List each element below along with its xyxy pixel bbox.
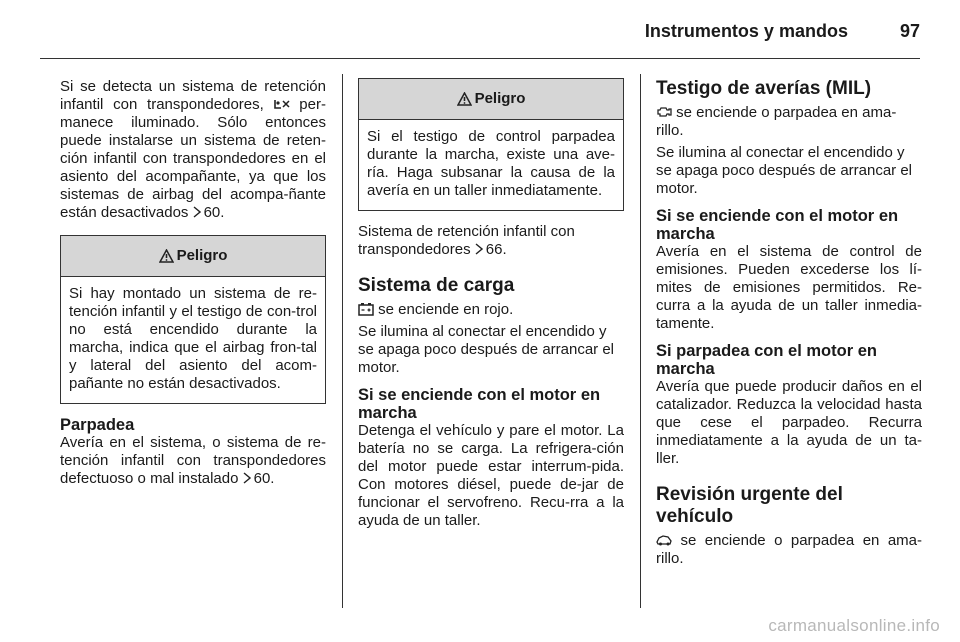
charging-system-line [358, 301, 624, 319]
danger-box-2 [358, 78, 624, 211]
restraint-ref-page: 66. [485, 241, 507, 258]
column-3 [656, 78, 922, 568]
column-divider-2 [640, 74, 641, 608]
battery-icon [358, 302, 374, 316]
danger-box-1-header [61, 236, 325, 277]
charging-running-heading: Si se enciende con el motor en marcha [358, 386, 601, 422]
restraint-ref-paragraph [358, 223, 624, 259]
urgent-check-heading: Revisión urgente del vehículo [656, 484, 843, 527]
airbag-paragraph-start: Si se detecta un sistema de retención infantil con transpondedores, [60, 78, 326, 113]
restraint-ref-text: Sistema de retención infantil con transpondedores [358, 223, 575, 258]
mil-line [656, 104, 922, 140]
blink-heading: Parpadea [60, 416, 135, 434]
danger-box-2-body [359, 120, 623, 210]
warning-triangle-icon [159, 249, 174, 263]
urgent-check-line [656, 532, 922, 568]
danger-box-1-body [61, 277, 325, 403]
engine-check-icon [656, 105, 672, 119]
airbag-off-icon [274, 97, 290, 111]
airbag-paragraph [60, 78, 326, 222]
service-car-icon [656, 533, 672, 547]
warning-triangle-icon [457, 92, 472, 106]
urgent-check-line-text: se enciende o parpadea en ama-rillo. [656, 532, 922, 567]
danger-box-2-title: Peligro [474, 90, 526, 107]
column-divider-1 [342, 74, 343, 608]
column-1 [60, 78, 326, 488]
mil-running-heading: Si se enciende con el motor en marcha [656, 207, 899, 243]
airbag-paragraph-end: per-manece iluminado. Sólo entonces puede instalarse un sistema de reten-ción infantil con transpondedores en el asiento del acompañante, ya que los sistemas de airbag del acompa-ñante están desactivados [60, 96, 326, 221]
danger-box-1-title: Peligro [176, 247, 228, 264]
mil-text: Se ilumina al conectar el encendido y se apaga poco después de arrancar el motor. [656, 144, 913, 197]
danger-box-1 [60, 235, 326, 404]
blink-ref: 60. [253, 470, 275, 487]
blink-paragraph [60, 434, 326, 488]
page-ref-icon [193, 206, 201, 218]
page-header [40, 14, 920, 48]
charging-running-text: Detenga el vehículo y pare el motor. La batería no se carga. La refrigera-ción del motor puede estar interrum-pida. Con motores diésel, puede de-jar de funcionar el servofreno. Recu-rra a la ayuda de un taller. [358, 422, 624, 529]
charging-system-text: Se ilumina al conectar el encendido y se apaga poco después de arrancar el motor. [358, 323, 615, 376]
page-ref-icon [243, 472, 251, 484]
danger-box-2-header [359, 79, 623, 120]
column-2 [358, 78, 624, 530]
page-ref-icon [475, 243, 483, 255]
page-number: 97 [899, 20, 920, 41]
mil-line-text: se enciende o parpadea en ama-rillo. [656, 104, 897, 139]
charging-system-line-text: se enciende en rojo. [378, 301, 514, 318]
danger-box-1-text: Si hay montado un sistema de re-tención infantil y el testigo de con-trol no está encendido durante la marcha, indica que el airbag fron-tal y lateral del asiento del acom-pañante no están desactivados. [69, 285, 317, 392]
header-rule [40, 58, 920, 59]
mil-blinking-heading: Si parpadea con el motor en marcha [656, 342, 877, 378]
mil-heading: Testigo de averías (MIL) [656, 78, 872, 99]
danger-box-2-text: Si el testigo de control parpadea durante la marcha, existe una ave-ría. Haga subsanar la causa de la avería en un taller inmediatamente. [367, 128, 615, 199]
page-title: Instrumentos y mandos [644, 20, 848, 41]
watermark: carmanualsonline.info [768, 616, 940, 635]
blink-text: Avería en el sistema, o sistema de re-tención infantil con transpondedores defectuoso o mal instalado [60, 434, 326, 487]
charging-system-heading: Sistema de carga [358, 275, 515, 296]
mil-blinking-text: Avería que puede producir daños en el catalizador. Reduzca la velocidad hasta que cese el parpadeo. Recurra inmediatamente a la ayuda de un ta-ller. [656, 378, 922, 467]
airbag-paragraph-ref: 60. [203, 204, 225, 221]
mil-running-text: Avería en el sistema de control de emisiones. Pueden excederse los lí-mites de emisiones permitidos. Re-curra a la ayuda de un taller inmedia-tamente. [656, 243, 922, 332]
